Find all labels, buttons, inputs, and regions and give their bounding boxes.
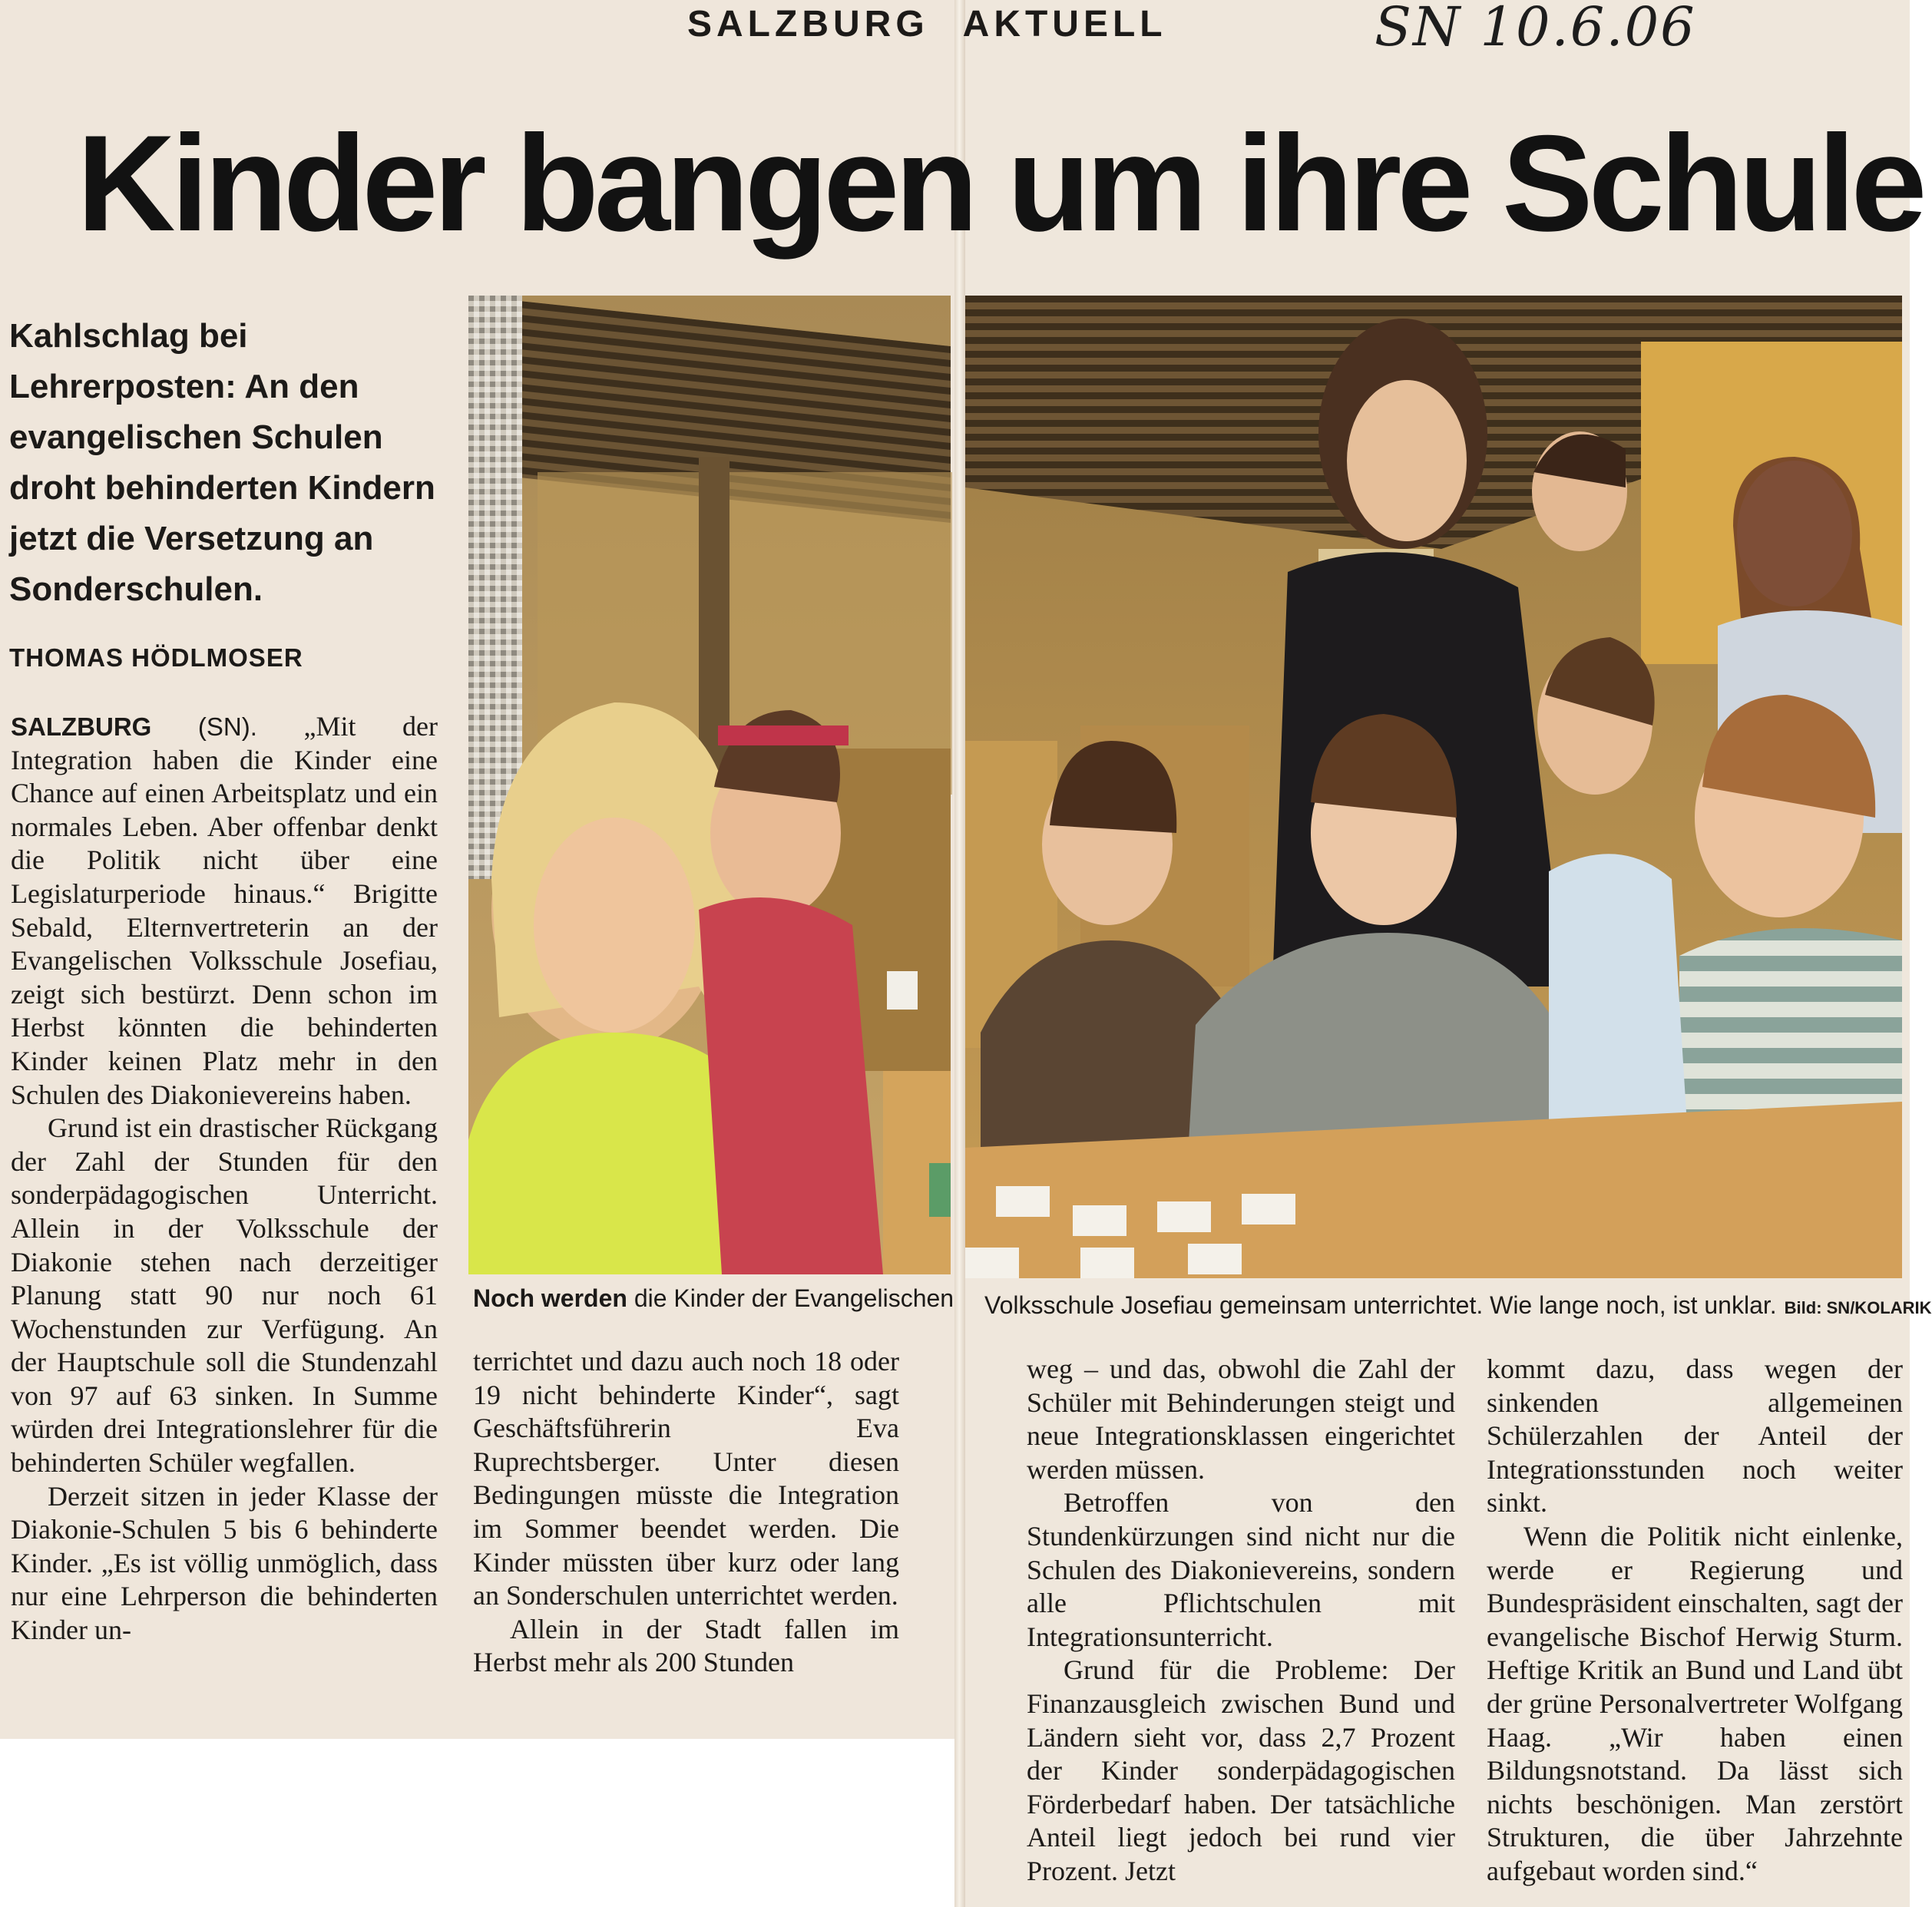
article-column-4 xyxy=(1487,1353,1903,1889)
article-paragraph: Betroffen von den Stundenkürzungen sind nicht nur die Schulen des Diakonievereins, sondern alle Pflichtschulen mit Integrationsunterricht. xyxy=(1027,1487,1455,1652)
article-paragraph: Grund ist ein drastischer Rückgang der Zahl der Stunden für den sonderpädagogischen Unterricht. Allein in der Volksschule der Diakonie stehen nach derzeitiger Planung statt 90 nur noch 61 Wochenstunden zur Verfügung. An der Hauptschule soll die Stundenzahl von 97 auf 63 sinken. In Summe würden drei Integrationslehrer für die behinderten Schüler wegfallen. xyxy=(11,1112,438,1479)
article-paragraph: Derzeit sitzen in jeder Klasse der Diakonie-Schulen 5 bis 6 behinderte Kinder. „Es ist völlig unmöglich, dass nur eine Lehrperson die behinderten Kinder un- xyxy=(11,1480,438,1646)
caption-right-text: Volksschule Josefiau gemeinsam unterrichtet. Wie lange noch, ist unklar. xyxy=(984,1291,1777,1319)
photo-right-image xyxy=(965,296,1902,1278)
section-name: AKTUELL xyxy=(962,4,1167,45)
article-column-3 xyxy=(1027,1353,1455,1889)
photo-caption-left xyxy=(473,1284,954,1313)
photo-caption-right xyxy=(984,1291,1932,1320)
article-column-1 xyxy=(11,710,438,1648)
paragraph-text: „Mit der Integration haben die Kinder eine Chance auf einen Arbeitsplatz und ein normales Leben. Aber offenbar denkt die Politik nicht über eine Legislaturperiode hinaus.“ Brigitte Sebald, Elternvertreterin an der Evangelischen Volksschule Josefiau, zeigt sich bestürzt. Denn schon im Herbst könnten die behinderten Kinder keinen Platz mehr in den Schulen des Diakonievereins haben. xyxy=(11,711,438,1110)
photo-credit: Bild: SN/KOLARIK xyxy=(1784,1298,1932,1317)
lead-paragraph: Kahlschlag bei Lehrerposten: An den evangelischen Schulen droht behinderten Kindern jetzt die Versetzung an Sonderschulen. xyxy=(9,317,435,608)
photo-left-image xyxy=(468,296,951,1274)
article-paragraph: terrichtet und dazu auch noch 18 oder 19 nicht behinderte Kinder“, sagt Geschäftsführerin Eva Ruprechtsberger. Unter diesen Bedingungen müsste die Integration im Sommer beendet werden. Die Kinder müssten über kurz oder lang an Sonderschulen unterrichtet werden. xyxy=(473,1346,899,1611)
section-city: SALZBURG xyxy=(687,4,929,45)
dateline: SALZBURG xyxy=(11,712,152,741)
article-paragraph: kommt dazu, dass wegen der sinkenden allgemeinen Schülerzahlen der Anteil der Integrationsstunden noch weiter sinkt. xyxy=(1487,1353,1903,1519)
caption-left-text: die Kinder der Evangelischen xyxy=(634,1284,954,1312)
handwritten-date-note: SN 10.6.06 xyxy=(1375,0,1696,58)
article-column-2 xyxy=(473,1345,899,1680)
photo-children-left xyxy=(468,296,951,1274)
page-fold xyxy=(954,0,965,1907)
author-byline: THOMAS HÖDLMOSER xyxy=(9,643,303,672)
dateline-suffix: (SN). xyxy=(197,712,257,741)
section-header xyxy=(687,3,1201,45)
article-paragraph xyxy=(11,710,438,1112)
article-paragraph: Grund für die Probleme: Der Finanzausgleich zwischen Bund und Ländern sieht vor, dass 2,7 Prozent der Kinder sonderpädagogischen Förderbedarf haben. Der tatsächliche Anteil liegt jedoch bei rund vier Prozent. Jetzt xyxy=(1027,1654,1455,1886)
article-paragraph: Wenn die Politik nicht einlenke, werde er Regierung und Bundespräsident einschalten, sagt der evangelische Bischof Herwig Sturm. Heftige Kritik an Bund und Land übt der grüne Personalvertreter Wolfgang Haag. „Wir haben einen Bildungsnotstand. Da lässt sich nichts beschönigen. Man zerstört Strukturen, die über Jahrzehnte aufgebaut worden sind.“ xyxy=(1487,1520,1903,1886)
article-paragraph: Allein in der Stadt fallen im Herbst mehr als 200 Stunden xyxy=(473,1613,899,1678)
headline: Kinder bangen um ihre Schule xyxy=(77,107,1923,259)
article-paragraph: weg – und das, obwohl die Zahl der Schüler mit Behinderungen steigt und neue Integrationsklassen eingerichtet werden müssen. xyxy=(1027,1353,1455,1485)
caption-bold-lead: Noch werden xyxy=(473,1284,627,1312)
photo-children-right xyxy=(965,296,1902,1278)
